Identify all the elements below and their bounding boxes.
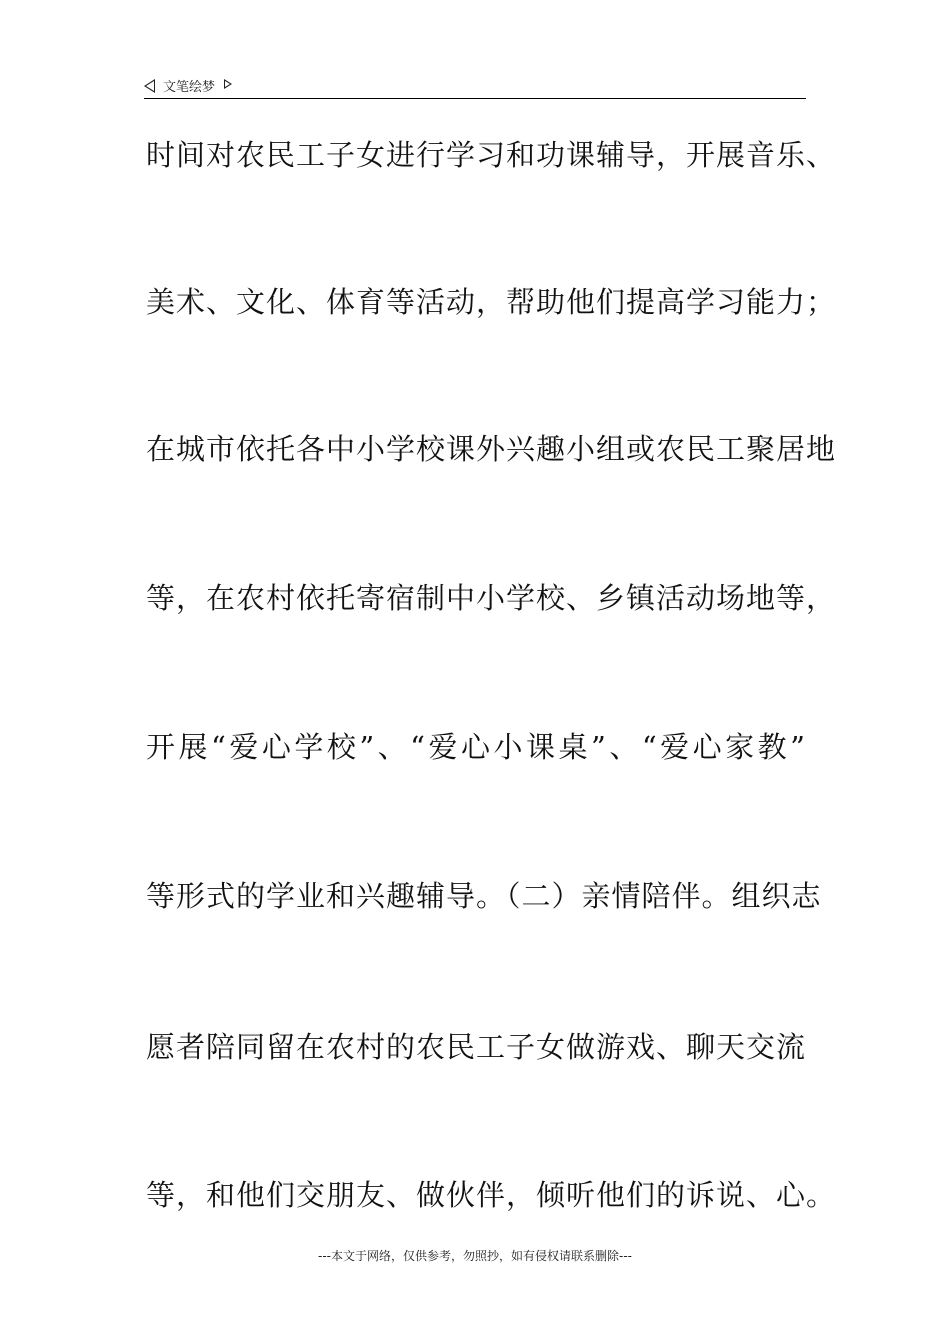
triangle-left-icon xyxy=(144,79,155,93)
triangle-right-icon xyxy=(224,79,232,89)
footer-disclaimer: ---本文于网络，仅供参考，勿照抄，如有侵权请联系删除--- xyxy=(318,1249,632,1263)
body-line: 美术、文化、体育等活动，帮助他们提高学习能力； xyxy=(146,285,837,319)
body-line: 等，在农村依托寄宿制中小学校、乡镇活动场地等， xyxy=(146,581,837,615)
body-line: 在城市依托各中小学校课外兴趣小组或农民工聚居地 xyxy=(146,432,837,466)
body-line: 等，和他们交朋友、做伙伴，倾听他们的诉说、心。 xyxy=(146,1178,837,1212)
body-line: 时间对农民工子女进行学习和功课辅导，开展音乐、 xyxy=(146,138,837,172)
page-header xyxy=(144,72,806,99)
header-brand xyxy=(144,76,232,95)
body-line: 等形式的学业和兴趣辅导。（二）亲情陪伴。组织志 xyxy=(146,879,822,913)
body-line: 愿者陪同留在农村的农民工子女做游戏、聊天交流 xyxy=(146,1030,807,1064)
header-title: 文笔绘梦 xyxy=(163,80,216,95)
body-line: 开展“爱心学校”、“爱心小课桌”、“爱心家教” xyxy=(146,730,806,764)
